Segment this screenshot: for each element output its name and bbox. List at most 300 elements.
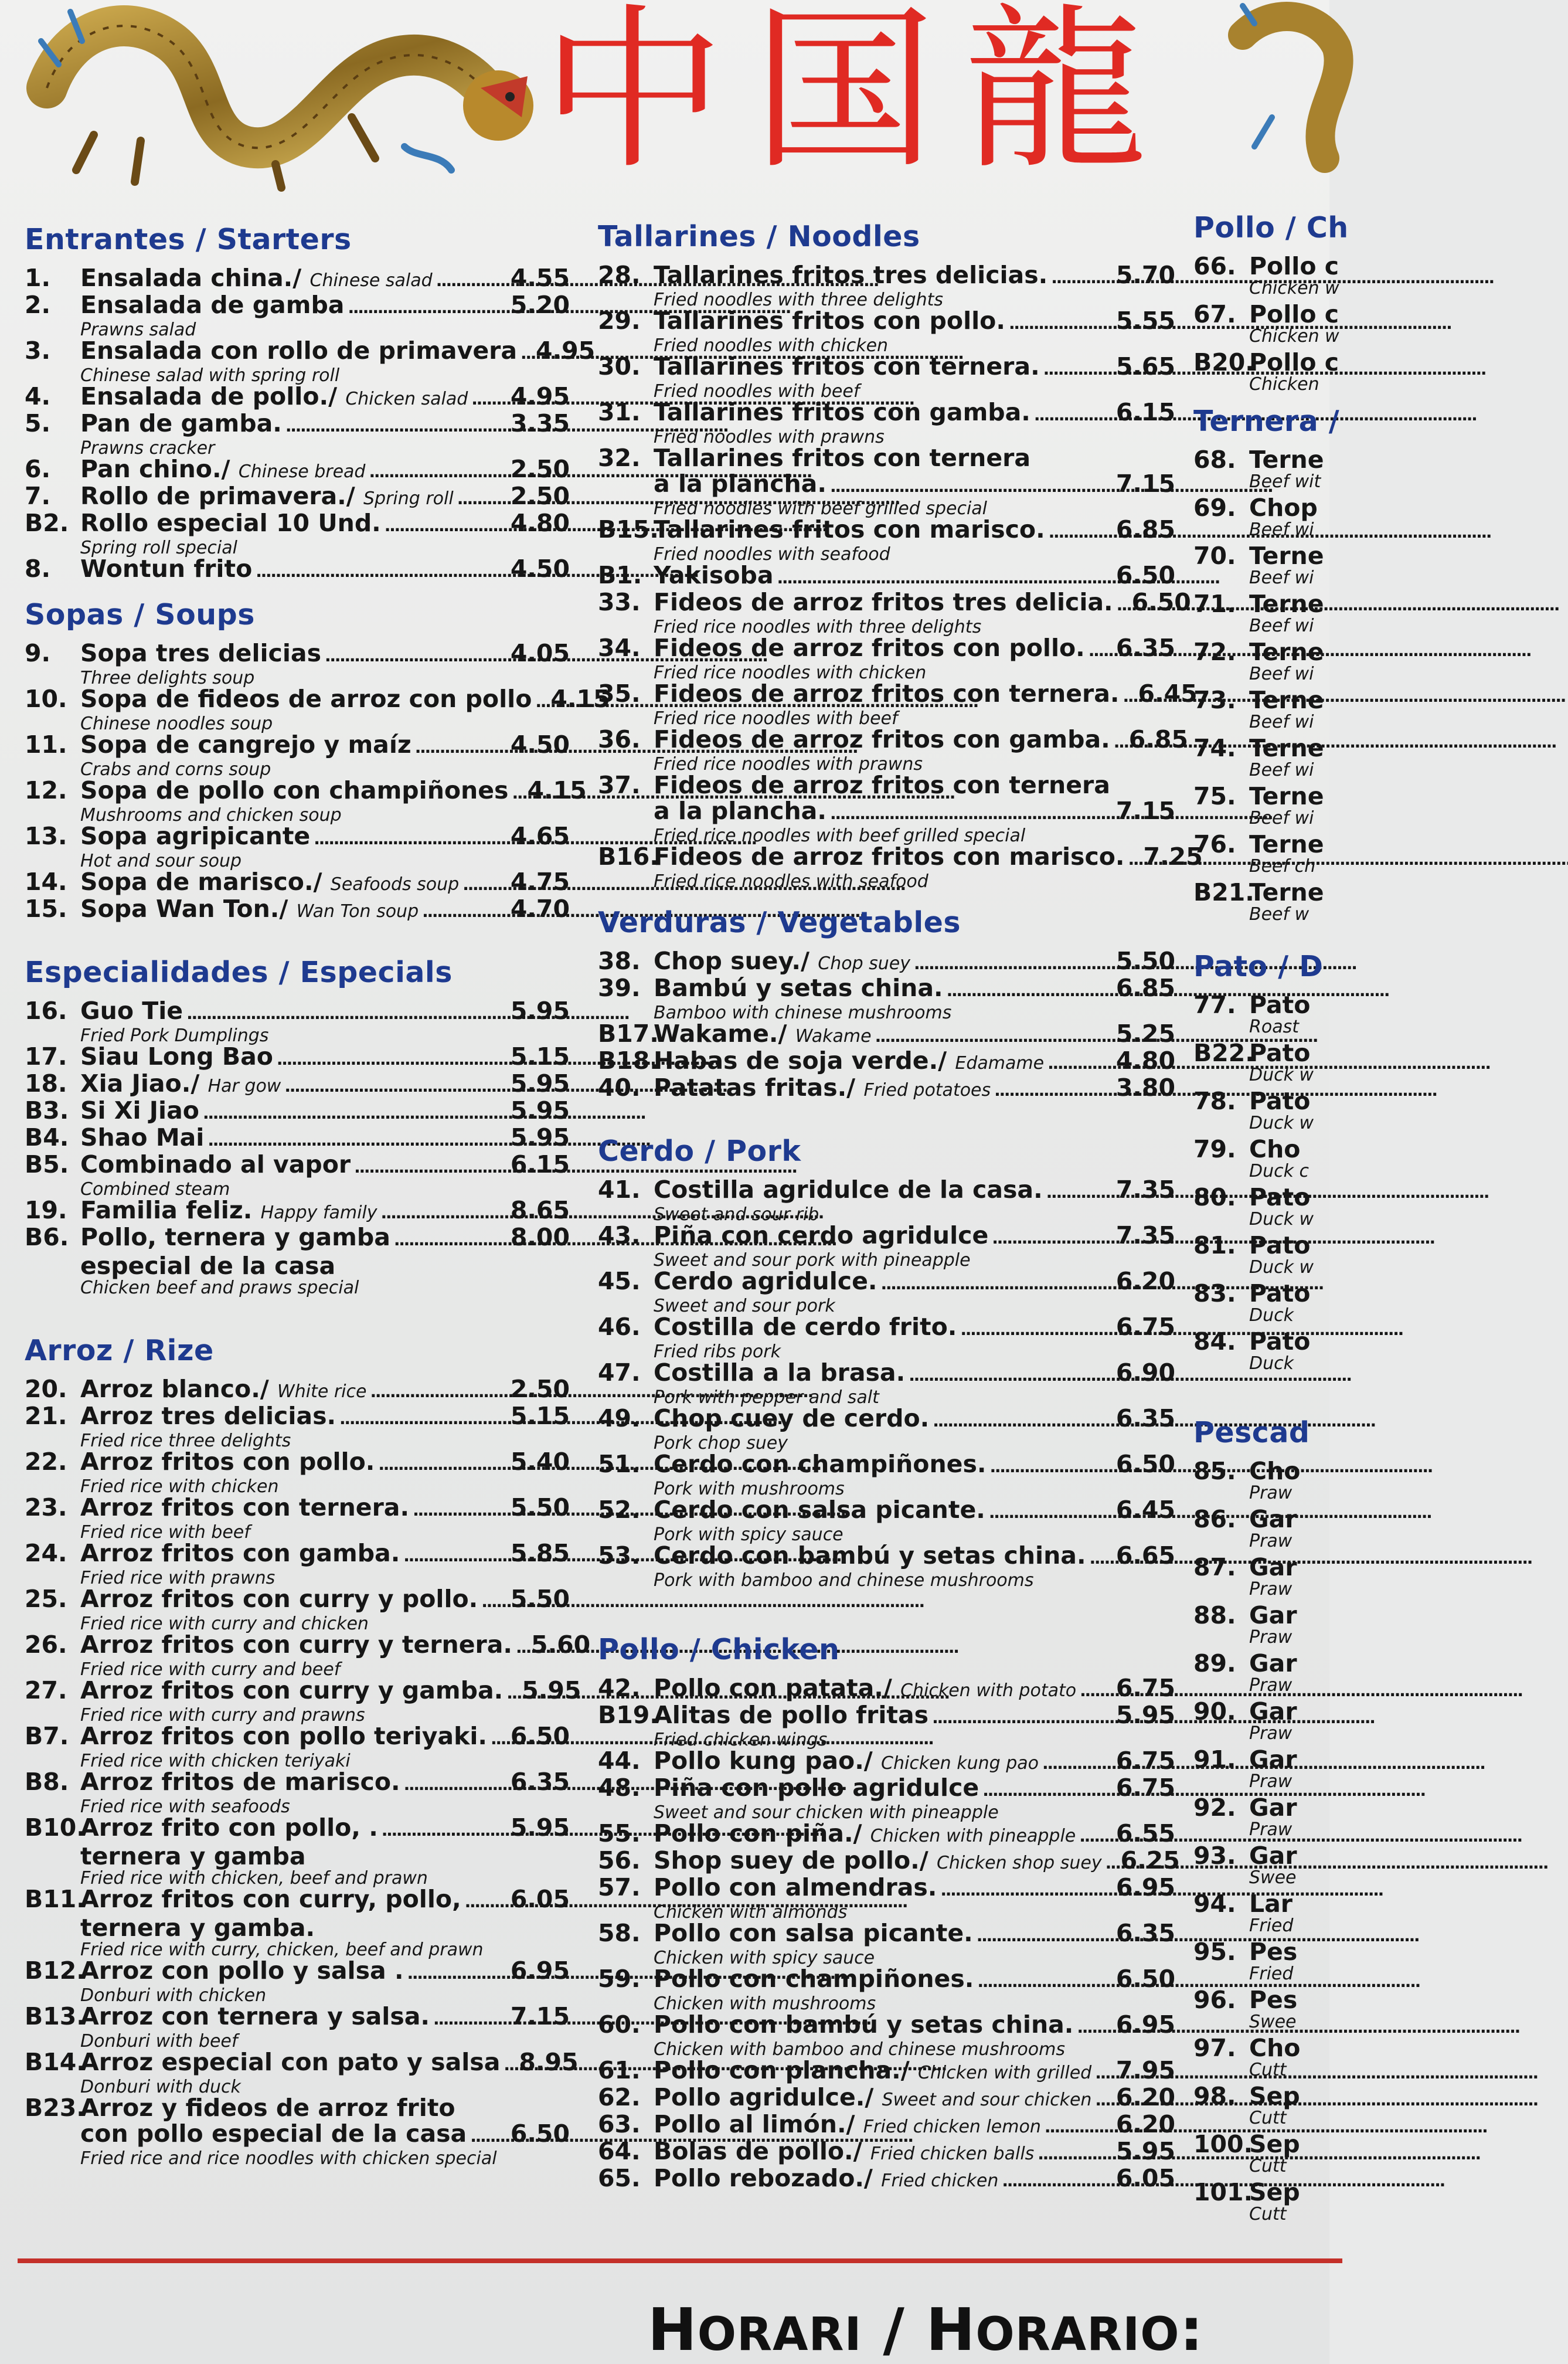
- item-english-inline: Wan Ton soup: [296, 901, 419, 922]
- item-name: [1249, 1184, 1310, 1210]
- item-english-description: Praw: [1249, 1723, 1293, 1744]
- leader-dots: [1038, 2138, 1113, 2167]
- item-english-description: Fried noodles with seafood: [654, 544, 890, 565]
- item-price: 4.50: [510, 555, 570, 583]
- item-name-text: Cho: [1249, 2034, 1301, 2062]
- item-price: 6.25: [1120, 1846, 1180, 1874]
- item-name-text: Fideos de arroz fritos con ternera.: [654, 680, 1120, 708]
- item-name-text: Pes: [1249, 1938, 1298, 1966]
- item-name: [1249, 1458, 1300, 1484]
- item-number: 59.: [598, 1965, 641, 1993]
- leader-dots: [992, 1222, 1113, 1251]
- item-name: [80, 292, 344, 318]
- menu-item: [1193, 1602, 1545, 1647]
- item-name-text: Terne: [1249, 446, 1324, 474]
- item-english-description: Fried rice with curry and beef: [80, 1659, 341, 1680]
- menu-item: [598, 1222, 1175, 1270]
- item-name-text: Pato: [1249, 1327, 1311, 1356]
- item-price: 6.75: [1115, 1674, 1175, 1702]
- menu-item-row: [598, 1048, 1175, 1076]
- menu-item-row: [1193, 1040, 1545, 1066]
- menu-item: [25, 1886, 570, 1959]
- item-name: [1249, 1602, 1297, 1628]
- item-name-text: Ensalada china./: [80, 264, 302, 292]
- item-price: 5.15: [510, 1402, 570, 1430]
- item-english-description: Swee: [1249, 1867, 1297, 1888]
- item-english-description: Cutt: [1249, 2156, 1287, 2176]
- menu-item-row: [598, 1451, 1175, 1480]
- menu-item: [25, 2095, 570, 2168]
- item-name-text: Sep: [1249, 2178, 1300, 2206]
- item-english-inline: Fried potatoes: [863, 1080, 991, 1101]
- item-english-description: Fried noodles with chicken: [654, 335, 889, 356]
- item-english-description: Chicken with almonds: [654, 1902, 848, 1923]
- item-number: 3.: [25, 337, 51, 365]
- item-name-text: Arroz blanco./: [80, 1375, 269, 1403]
- menu-item: [598, 1451, 1175, 1499]
- item-english-inline: Chinese salad: [309, 270, 433, 291]
- leader-dots: [436, 265, 507, 294]
- item-english-inline: Chicken with grilled: [917, 2063, 1092, 2083]
- item-name-text: Pollo, ternera y gamba: [80, 1223, 390, 1251]
- item-number: 56.: [598, 1846, 641, 1874]
- menu-item: [1193, 1136, 1545, 1181]
- hours-heading-h2: H: [926, 2295, 976, 2364]
- item-number: 97.: [1193, 2034, 1236, 2062]
- item-english-inline: Sweet and sour chicken: [882, 2090, 1092, 2110]
- menu-item-row: [598, 975, 1175, 1004]
- item-name: [1249, 1650, 1297, 1676]
- menu-item-row: [598, 948, 1175, 977]
- leader-dots: [506, 1677, 518, 1706]
- item-number: 7.: [25, 482, 51, 510]
- menu-item: [1193, 447, 1545, 491]
- item-price: 6.50: [1115, 1965, 1175, 1993]
- item-english-description: Praw: [1249, 1771, 1293, 1792]
- item-name: [654, 844, 1125, 869]
- hours-heading-h1: H: [648, 2295, 698, 2364]
- item-price: 5.60: [530, 1631, 591, 1659]
- item-english-description: Mushrooms and chicken soup: [80, 805, 342, 826]
- item-english-description: Pork chop suey: [654, 1433, 788, 1453]
- menu-item-row: [598, 635, 1175, 664]
- item-name-text: Fideos de arroz fritos tres delicia.: [654, 588, 1113, 616]
- item-price: 6.65: [1115, 1541, 1175, 1570]
- leader-dots: [994, 1075, 1113, 1103]
- item-price: 7.35: [1115, 1221, 1175, 1249]
- menu-item: [1193, 639, 1545, 684]
- item-name-text: Sopa agripicante: [80, 822, 311, 850]
- leader-dots: [830, 471, 1113, 500]
- item-name: [654, 2084, 1091, 2113]
- item-price: 5.95: [510, 997, 570, 1025]
- leader-dots: [1047, 1048, 1113, 1076]
- item-name-text: Pato: [1249, 1039, 1311, 1067]
- item-english-description: Fried noodles with beef grilled special: [654, 498, 988, 519]
- item-name-text: Fideos de arroz fritos con gamba.: [654, 725, 1110, 753]
- item-number: 72.: [1193, 638, 1236, 666]
- item-price: 6.85: [1115, 515, 1175, 544]
- item-english-description: Fried rice with chicken teriyaki: [80, 1751, 351, 1771]
- leader-dots: [422, 896, 507, 925]
- item-english-description: Fried rice with beef: [80, 1522, 250, 1543]
- item-name: [654, 772, 1110, 798]
- leader-dots: [1049, 517, 1113, 545]
- item-price: 4.55: [510, 264, 570, 292]
- item-number: B15.: [598, 515, 659, 544]
- menu-item: [25, 869, 570, 898]
- item-name-text: Pato: [1249, 991, 1311, 1019]
- menu-item: [1193, 495, 1545, 539]
- item-english-description: Fried rice with chicken, beef and prawn: [80, 1868, 428, 1889]
- menu-item-row: [598, 2057, 1175, 2086]
- menu-item-row: [25, 685, 610, 715]
- item-name-text: Pollo al limón./: [654, 2110, 855, 2138]
- item-number: 30.: [598, 352, 641, 381]
- item-english-inline: Fried chicken balls: [870, 2144, 1035, 2164]
- menu-item-row: [25, 1098, 570, 1126]
- item-name: [654, 726, 1110, 752]
- menu-item-row: [1193, 1602, 1545, 1628]
- item-number: 87.: [1193, 1553, 1236, 1581]
- hours-heading-word1: ORARI: [697, 2308, 862, 2361]
- item-name: [654, 1075, 991, 1103]
- item-price: 5.95: [510, 1069, 570, 1098]
- item-english-inline: Chicken with potato: [900, 1680, 1077, 1701]
- leader-dots: [521, 338, 532, 366]
- item-english-description: Beef wi: [1249, 519, 1314, 540]
- item-english-description: Praw: [1249, 1627, 1293, 1648]
- item-english-description: Chicken with spicy sauce: [654, 1948, 875, 1968]
- item-number: 33.: [598, 588, 641, 616]
- item-name: [1249, 1699, 1297, 1724]
- menu-item-row: [25, 1815, 570, 1843]
- menu-item: [598, 1075, 1175, 1103]
- item-number: 36.: [598, 725, 641, 753]
- item-number: 94.: [1193, 1890, 1236, 1918]
- menu-item-row: [25, 1586, 570, 1615]
- menu-item-row: [25, 1958, 570, 1986]
- item-name-text: Gar: [1249, 1601, 1297, 1629]
- item-english-inline: Chicken salad: [345, 389, 468, 409]
- leader-dots: [385, 510, 507, 539]
- item-english-description: Praw: [1249, 1675, 1293, 1696]
- leader-dots: [203, 1098, 507, 1126]
- item-name: [654, 948, 910, 977]
- item-number: 10.: [25, 685, 67, 713]
- item-number: 90.: [1193, 1697, 1236, 1726]
- item-name-text: Arroz tres delicias.: [80, 1402, 336, 1430]
- item-name: [80, 1958, 404, 1983]
- menu-item: [1193, 687, 1545, 732]
- item-number: 29.: [598, 307, 641, 335]
- menu-item: [598, 772, 1175, 845]
- leader-dots: [481, 1586, 507, 1615]
- item-number: 81.: [1193, 1231, 1236, 1259]
- menu-item-row: [598, 1405, 1175, 1434]
- item-name-text: Arroz con ternera y salsa.: [80, 2002, 430, 2030]
- leader-dots: [989, 1497, 1113, 1526]
- item-name: [654, 1675, 1076, 1704]
- item-name: [80, 1815, 378, 1840]
- menu-item-row: [598, 262, 1175, 291]
- menu-item-row: [1193, 1232, 1545, 1258]
- item-name-text: Cerdo agridulce.: [654, 1267, 877, 1295]
- item-name-text: Arroz fritos con gamba.: [80, 1539, 400, 1567]
- menu-item-row: [598, 843, 1203, 872]
- item-name: [1249, 1939, 1297, 1965]
- item-english-description: Pork with mushrooms: [654, 1479, 845, 1499]
- menu-item: [25, 1586, 570, 1633]
- item-name: [1249, 447, 1324, 473]
- section-title: Entrantes / Starters: [25, 223, 352, 256]
- item-name-text: Pollo c: [1249, 300, 1339, 328]
- item-name: [80, 1125, 204, 1150]
- item-name-text: Piña con cerdo agridulce: [654, 1221, 989, 1249]
- item-number: 12.: [25, 776, 67, 804]
- menu-item-row: [598, 1021, 1175, 1049]
- item-english-description: Beef wi: [1249, 568, 1314, 588]
- menu-item-row: [1193, 301, 1545, 327]
- item-english-description: Fried rice noodles with seafood: [654, 871, 928, 892]
- item-english-description: Fried rice noodles with prawns: [654, 754, 923, 775]
- item-number: 26.: [25, 1631, 67, 1659]
- logo-char-3: 龍: [962, 0, 1148, 193]
- menu-item: [598, 445, 1175, 518]
- item-price: 3.80: [1115, 1074, 1175, 1102]
- menu-item-row: [25, 732, 570, 760]
- leader-dots: [504, 2049, 515, 2078]
- leader-dots: [947, 975, 1113, 1004]
- menu-item: [598, 725, 1188, 775]
- item-english-description: Fried rice with prawns: [80, 1568, 275, 1588]
- item-name: [80, 1677, 503, 1703]
- item-price: 6.85: [1115, 974, 1175, 1002]
- leader-dots: [1079, 1820, 1113, 1849]
- item-name: [80, 1403, 336, 1429]
- item-name: [80, 2095, 455, 2121]
- item-english-inline: Chicken shop suey: [936, 1853, 1102, 1873]
- item-name: [80, 410, 282, 436]
- item-name: [80, 1376, 366, 1405]
- item-name-text: Gar: [1249, 1794, 1297, 1822]
- menu-item-row: [25, 1449, 570, 1478]
- item-name: [654, 2165, 998, 2194]
- menu-item-row: [25, 292, 570, 321]
- menu-item: [598, 517, 1175, 564]
- item-number: 42.: [598, 1674, 641, 1702]
- menu-item: [598, 1360, 1175, 1407]
- item-price: 3.35: [510, 409, 570, 437]
- item-english-inline: Chicken kung pao: [881, 1753, 1039, 1774]
- leader-dots: [1089, 635, 1113, 664]
- hours-heading-sep: /: [862, 2295, 926, 2364]
- menu-item: [1193, 1088, 1545, 1133]
- menu-item-row: [598, 680, 1198, 709]
- item-name: [654, 1222, 988, 1248]
- item-number: 49.: [598, 1404, 641, 1432]
- item-name: [654, 589, 1113, 615]
- menu-item: [25, 1125, 570, 1153]
- item-price: 4.70: [510, 895, 570, 923]
- item-name-text: Pato: [1249, 1231, 1311, 1259]
- item-number: 88.: [1193, 1601, 1236, 1629]
- menu-item-row: [25, 823, 570, 852]
- item-name-text: Patatas fritas./: [654, 1074, 856, 1102]
- menu-item-row: [1193, 1987, 1545, 2013]
- menu-item-row: [25, 483, 570, 512]
- menu-item: [598, 1920, 1175, 1968]
- item-name-text: Arroz fritos con pollo.: [80, 1448, 375, 1476]
- item-english-description: Fried rice with curry and prawns: [80, 1705, 365, 1726]
- item-name-text: Arroz y fideos de arroz frito: [80, 2094, 455, 2122]
- item-name-text: Cho: [1249, 1457, 1301, 1485]
- item-number: 39.: [598, 974, 641, 1002]
- leader-dots: [1009, 308, 1113, 337]
- menu-item-row: [1193, 1891, 1545, 1917]
- item-price: 4.80: [1115, 1047, 1175, 1075]
- menu-item: [25, 1197, 570, 1226]
- leader-dots: [491, 1723, 507, 1752]
- item-name-text: Pan chino./: [80, 455, 230, 483]
- item-name-text: Tallarines fritos con pollo.: [654, 307, 1005, 335]
- item-price: 5.50: [510, 1493, 570, 1521]
- menu-item-row: [1193, 591, 1545, 617]
- item-number: 46.: [598, 1313, 641, 1341]
- item-price: 5.95: [510, 1813, 570, 1842]
- item-name: [654, 562, 774, 588]
- item-number: 21.: [25, 1402, 67, 1430]
- item-number: 89.: [1193, 1649, 1236, 1677]
- item-name-text: Shao Mai: [80, 1123, 205, 1152]
- item-name: [654, 1775, 979, 1801]
- item-number: 64.: [598, 2137, 641, 2165]
- item-name: [1249, 1554, 1297, 1580]
- item-price: 6.95: [1115, 2010, 1175, 2039]
- menu-item-row: [598, 588, 1191, 618]
- item-name: [654, 1268, 877, 1294]
- item-name: [1249, 1506, 1297, 1532]
- leader-dots: [512, 777, 523, 806]
- menu-item-row-2: [654, 798, 1175, 827]
- menu-item-row: [1193, 735, 1545, 761]
- item-number: 18.: [25, 1069, 67, 1098]
- item-number: 24.: [25, 1539, 67, 1567]
- item-number: 14.: [25, 868, 67, 896]
- menu-item-row: [25, 1631, 591, 1660]
- menu-item: [598, 1021, 1175, 1049]
- leader-dots: [932, 1702, 1113, 1731]
- menu-item: [25, 1540, 570, 1588]
- restaurant-logo-chinese-characters: [540, 0, 1219, 193]
- item-name: [80, 1723, 487, 1749]
- item-name-text: Gar: [1249, 1649, 1297, 1677]
- item-english-description: Sweet and sour pork with pineapple: [654, 1250, 971, 1271]
- menu-item-row: [25, 1152, 570, 1180]
- menu-item: [598, 2057, 1175, 2086]
- item-name-text: Fideos de arroz fritos con ternera: [654, 771, 1110, 799]
- menu-item-row: [1193, 349, 1545, 375]
- menu-item: [598, 1497, 1175, 1544]
- menu-item-row: [25, 265, 570, 294]
- menu-item: [1193, 349, 1545, 394]
- item-english-description: Prawns cracker: [80, 438, 215, 458]
- menu-item-row-2: [80, 2121, 570, 2149]
- item-name: [654, 1920, 973, 1946]
- menu-item: [25, 292, 570, 339]
- item-name: [654, 1702, 928, 1728]
- menu-item: [1193, 2083, 1545, 2128]
- item-name-text: Gar: [1249, 1745, 1297, 1774]
- menu-item-row: [25, 2095, 570, 2121]
- item-price: 5.50: [510, 1585, 570, 1613]
- item-number: 78.: [1193, 1087, 1236, 1115]
- menu-item-row: [598, 1543, 1175, 1571]
- item-name: [80, 1449, 375, 1475]
- menu-item-row: [25, 1769, 570, 1798]
- menu-item-row: [25, 998, 570, 1027]
- item-name-text: Pollo con salsa picante.: [654, 1919, 973, 1947]
- menu-item-row: [25, 410, 570, 439]
- leader-dots: [381, 1197, 507, 1226]
- menu-item-row: [598, 1222, 1175, 1251]
- menu-item-row: [598, 2084, 1175, 2113]
- item-english-description: Beef wi: [1249, 712, 1314, 732]
- menu-item: [598, 1048, 1175, 1076]
- item-name-text: Gar: [1249, 1553, 1297, 1581]
- menu-item: [25, 732, 570, 779]
- item-price: 5.95: [1115, 2137, 1175, 2165]
- menu-item-row: [598, 1497, 1175, 1526]
- menu-item: [1193, 1939, 1545, 1983]
- item-english-description: Fried rice noodles with beef: [654, 708, 898, 729]
- item-number: 6.: [25, 455, 51, 483]
- item-name-text: Fideos de arroz fritos con pollo.: [654, 634, 1085, 662]
- menu-item: [1193, 735, 1545, 780]
- menu-item: [598, 308, 1175, 355]
- leader-dots: [875, 1021, 1113, 1049]
- item-number: B8.: [25, 1768, 69, 1796]
- leader-dots: [989, 1451, 1112, 1480]
- item-name: [654, 1497, 985, 1523]
- item-name: [80, 510, 381, 536]
- item-english-description: Pork with bamboo and chinese mushrooms: [654, 1570, 1034, 1591]
- menu-item: [1193, 2035, 1545, 2080]
- item-price: 6.50: [1115, 561, 1175, 589]
- leader-dots: [1042, 1748, 1113, 1777]
- menu-item: [1193, 992, 1545, 1037]
- item-name-text: Sopa de pollo con champiñones: [80, 776, 509, 804]
- item-name-text: Sep: [1249, 2082, 1300, 2110]
- item-english-description: Beef w: [1249, 904, 1309, 925]
- item-english-description: Fried rice three delights: [80, 1431, 291, 1451]
- item-name: [1249, 1329, 1310, 1354]
- item-name-text: Wontun frito: [80, 555, 253, 583]
- leader-dots: [982, 1775, 1113, 1803]
- item-name-text: Terne: [1249, 542, 1324, 570]
- item-english-description: Beef wi: [1249, 616, 1314, 636]
- item-number: B1.: [598, 561, 642, 589]
- item-english-inline: Fried chicken: [881, 2171, 999, 2191]
- menu-item-row: [1193, 2179, 1545, 2205]
- item-english-description: Bamboo with chinese mushrooms: [654, 1003, 952, 1023]
- leader-dots: [1123, 681, 1134, 709]
- item-number: 37.: [598, 771, 641, 799]
- item-english-description: Pork with pepper and salt: [654, 1387, 879, 1408]
- item-number: 35.: [598, 680, 641, 708]
- item-english-description: Fried noodles with beef: [654, 381, 860, 402]
- menu-item: [1193, 301, 1545, 346]
